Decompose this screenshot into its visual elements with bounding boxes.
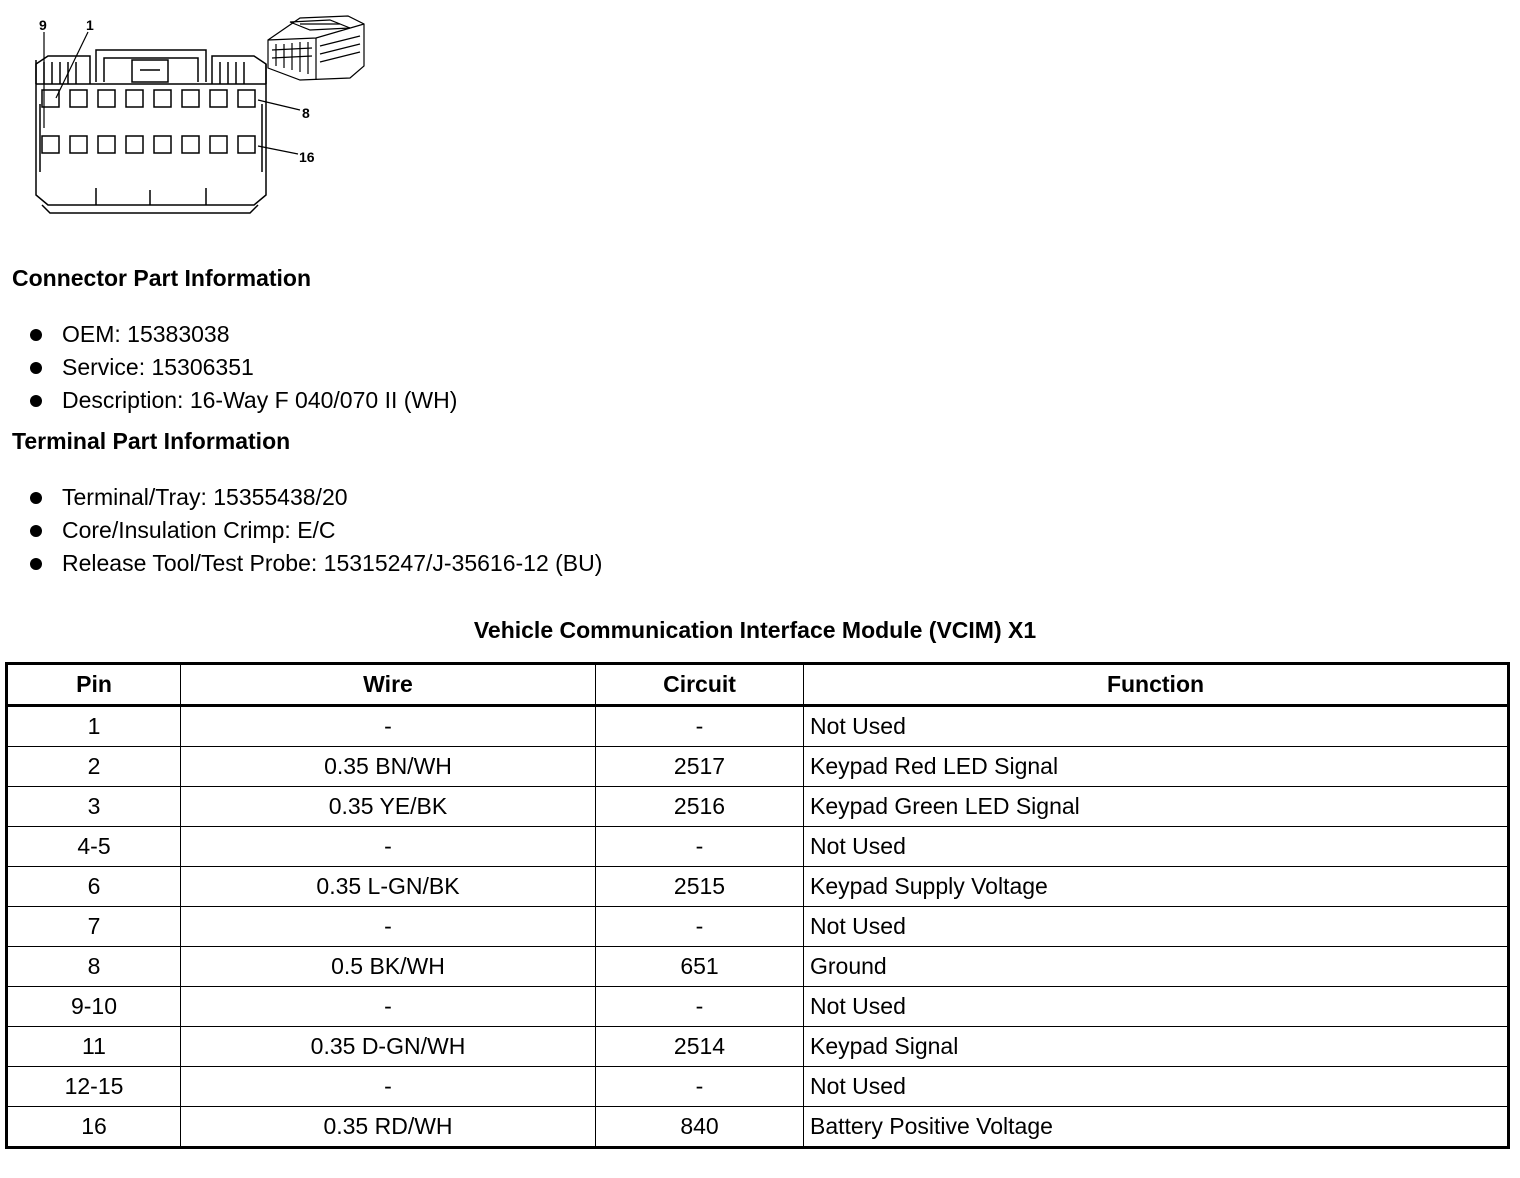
pin-8-label: 8 [302, 105, 310, 121]
table-row [7, 867, 1509, 907]
circuit-cell: 2514 [596, 1027, 804, 1067]
pin-cell: 1 [7, 706, 181, 747]
wire-cell: 0.35 D-GN/WH [181, 1027, 596, 1067]
oem-number: OEM: 15383038 [62, 321, 230, 347]
pin-cell: 9-10 [7, 987, 181, 1027]
list-item [28, 481, 602, 514]
connector-part-info-list [28, 318, 457, 417]
function-cell: Battery Positive Voltage [804, 1107, 1509, 1148]
pin-cell: 8 [7, 947, 181, 987]
table-row [7, 747, 1509, 787]
connector-isometric-icon [268, 16, 364, 80]
release-tool-test-probe: Release Tool/Test Probe: 15315247/J-35616-12 (BU) [62, 550, 603, 576]
pin-cell: 7 [7, 907, 181, 947]
table-row [7, 907, 1509, 947]
column-header-circuit: Circuit [596, 664, 804, 706]
list-item [28, 514, 602, 547]
bullet-icon [30, 492, 42, 504]
pinout-table-title: Vehicle Communication Interface Module (VCIM) X1 [473, 617, 1037, 643]
pinout-table [5, 662, 1510, 1149]
list-item [28, 384, 457, 417]
list-item [28, 318, 457, 351]
table-header-row [7, 664, 1509, 706]
pin-cell: 12-15 [7, 1067, 181, 1107]
circuit-cell: - [596, 987, 804, 1027]
circuit-cell: - [596, 907, 804, 947]
wire-cell: - [181, 987, 596, 1027]
table-row [7, 706, 1509, 747]
function-cell: Not Used [804, 1067, 1509, 1107]
function-cell: Not Used [804, 987, 1509, 1027]
bullet-icon [30, 329, 42, 341]
table-row [7, 987, 1509, 1027]
table-row [7, 1107, 1509, 1148]
circuit-cell: 2515 [596, 867, 804, 907]
pin-cell: 3 [7, 787, 181, 827]
column-header-function: Function [804, 664, 1509, 706]
terminal-tray: Terminal/Tray: 15355438/20 [62, 484, 348, 510]
column-header-pin: Pin [7, 664, 181, 706]
table-row [7, 827, 1509, 867]
terminal-part-info-heading: Terminal Part Information [12, 428, 291, 454]
terminal-part-info-list [28, 481, 602, 580]
function-cell: Keypad Signal [804, 1027, 1509, 1067]
table-row [7, 1027, 1509, 1067]
core-insulation-crimp: Core/Insulation Crimp: E/C [62, 517, 336, 543]
wire-cell: 0.35 L-GN/BK [181, 867, 596, 907]
list-item [28, 351, 457, 384]
table-row [7, 947, 1509, 987]
table-row [7, 787, 1509, 827]
function-cell: Not Used [804, 706, 1509, 747]
wire-cell: - [181, 1067, 596, 1107]
function-cell: Keypad Supply Voltage [804, 867, 1509, 907]
service-number: Service: 15306351 [62, 354, 254, 380]
pin-cell: 11 [7, 1027, 181, 1067]
function-cell: Keypad Red LED Signal [804, 747, 1509, 787]
wire-cell: - [181, 907, 596, 947]
connector-description: Description: 16-Way F 040/070 II (WH) [62, 387, 458, 413]
list-item [28, 547, 602, 580]
circuit-cell: 840 [596, 1107, 804, 1148]
wire-cell: 0.35 RD/WH [181, 1107, 596, 1148]
circuit-cell: - [596, 1067, 804, 1107]
function-cell: Not Used [804, 827, 1509, 867]
pin-cell: 16 [7, 1107, 181, 1148]
function-cell: Not Used [804, 907, 1509, 947]
function-cell: Ground [804, 947, 1509, 987]
circuit-cell: 2516 [596, 787, 804, 827]
pin-cell: 6 [7, 867, 181, 907]
pin-cell: 2 [7, 747, 181, 787]
wire-cell: - [181, 827, 596, 867]
pin-16-label: 16 [299, 149, 315, 165]
function-cell: Keypad Green LED Signal [804, 787, 1509, 827]
wire-cell: 0.5 BK/WH [181, 947, 596, 987]
table-row [7, 1067, 1509, 1107]
wire-cell: 0.35 BN/WH [181, 747, 596, 787]
circuit-cell: 2517 [596, 747, 804, 787]
bullet-icon [30, 395, 42, 407]
circuit-cell: - [596, 827, 804, 867]
column-header-wire: Wire [181, 664, 596, 706]
wire-cell: 0.35 YE/BK [181, 787, 596, 827]
circuit-cell: 651 [596, 947, 804, 987]
circuit-cell: - [596, 706, 804, 747]
wire-cell: - [181, 706, 596, 747]
pin-9-label: 9 [39, 17, 47, 33]
pin-cell: 4-5 [7, 827, 181, 867]
connector-face-diagram [0, 0, 400, 225]
bullet-icon [30, 558, 42, 570]
pin-1-label: 1 [86, 17, 94, 33]
bullet-icon [30, 362, 42, 374]
connector-part-info-heading: Connector Part Information [12, 265, 312, 291]
bullet-icon [30, 525, 42, 537]
